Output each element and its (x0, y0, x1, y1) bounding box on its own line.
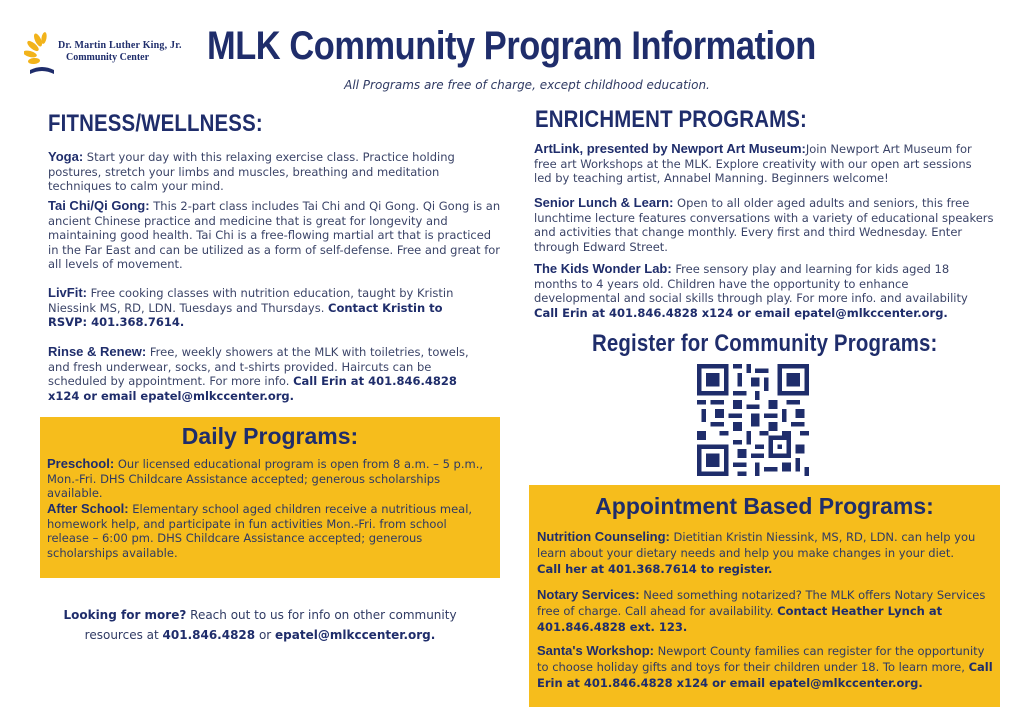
entry-contact: Call Erin at 401.846.4828 x124 or email epatel@mlkccenter.org. (534, 305, 948, 320)
appointment-entry-santa (537, 643, 997, 691)
entry-text: This 2-part class includes Tai Chi and Qi Gong. Qi Gong is an ancient Chinese practice and medicine that is great for longevity and maintaining good health. Tai Chi is a free-flowing martial art that is practiced in the Far East and can be utilized as a form of self-defense. Free and great for all levels of movement. (48, 199, 501, 271)
page-title: MLK Community Program Information (207, 24, 816, 68)
entry-text: Our licensed educational program is open from 8 a.m. – 5 p.m., Mon.-Fri. DHS Childcare Assistance accepted; generous scholarships available. (47, 457, 484, 500)
entry-label: Santa's Workshop: (537, 643, 654, 658)
entry-label: Nutrition Counseling: (537, 529, 670, 544)
entry-text: Start your day with this relaxing exercise class. Practice holding postures, stretch your limbs and muscles, breathing and meditation techniques to calm your mind. (48, 150, 455, 193)
enrichment-entry-artlink (534, 142, 984, 186)
more-or: or (255, 628, 276, 642)
fitness-entry-livfit (48, 286, 468, 330)
entry-contact: Contact Heather Lynch at 401.846.4828 ext. 123. (537, 604, 943, 634)
entry-contact: Contact Kristin to RSVP: 401.368.7614. (48, 300, 443, 329)
more-lead: Looking for more? (63, 608, 187, 622)
appointment-programs-box (529, 485, 1000, 707)
fitness-entry-taichi (48, 199, 503, 272)
appointment-heading: Appointment Based Programs: (595, 493, 934, 519)
daily-entry-afterschool (47, 502, 487, 560)
mlk-logo (24, 30, 204, 80)
entry-text: Need something notarized? The MLK offers Notary Services free of charge. Call ahead for availability. (537, 588, 986, 618)
appointment-entry-notary (537, 587, 992, 635)
entry-text: Join Newport Art Museum for free art Workshops at the MLK. Explore creativity with our open art sessions led by teaching artist, Annabel Manning. Beginners welcome! (534, 142, 972, 185)
fitness-entry-yoga (48, 150, 488, 194)
daily-heading: Daily Programs: (181, 423, 359, 449)
enrichment-entry-kidslab (534, 262, 989, 320)
entry-text: Free, weekly showers at the MLK with toiletries, towels, and fresh underwear, socks, and t-shirts provided. Haircuts can be scheduled by appointment. For more info. (48, 345, 469, 388)
entry-text: Open to all older aged adults and seniors, this free lunchtime lecture features conversations with a variety of educational speakers and activities that change monthly. Every first and third Wednesday. Enter through Edward Street. (534, 196, 994, 254)
daily-entry-preschool (47, 457, 492, 501)
appointment-entry-nutrition (537, 529, 997, 577)
entry-text: Dietitian Kristin Niessink, MS, RD, LDN. can help you learn about your dietary needs and help you make changes in your diet. (537, 530, 976, 560)
entry-label: After School: (47, 501, 129, 516)
register-heading: Register for Community Programs: (592, 330, 938, 357)
logo-line-2: Community Center (66, 52, 150, 63)
page-subtitle: All Programs are free of charge, except childhood education. (344, 78, 710, 92)
entry-text: Newport County families can register for the opportunity to choose holiday gifts and toys for their children under 18. To learn more, (537, 644, 985, 674)
qr-code-icon[interactable] (697, 364, 809, 476)
more-phone[interactable]: 401.846.4828 (162, 628, 256, 642)
entry-contact: Call her at 401.368.7614 to register. (537, 562, 773, 576)
wheat-logo-icon (24, 30, 60, 80)
entry-text: Free cooking classes with nutrition education, taught by Kristin Niessink MS, RD, LDN. Tuesdays and Thursdays. (48, 286, 454, 315)
enrichment-heading: ENRICHMENT PROGRAMS: (535, 106, 807, 133)
entry-label: LivFit: (48, 285, 87, 300)
entry-text: Elementary school aged children receive a nutritious meal, homework help, and participate in fun activities Mon.-Fri. from school release – 6:00 pm. DHS Childcare Assistance accepted; generous scholarships available. (47, 502, 473, 560)
enrichment-entry-senior (534, 196, 994, 254)
logo-line-1: Dr. Martin Luther King, Jr. (58, 40, 182, 51)
looking-for-more (40, 605, 480, 645)
entry-label: The Kids Wonder Lab: (534, 261, 672, 276)
entry-label: Tai Chi/Qi Gong: (48, 198, 150, 213)
entry-label: Senior Lunch & Learn: (534, 195, 674, 210)
entry-text: Free sensory play and learning for kids aged 18 months to 4 years old. Children have the opportunity to enhance developmental and social skills through play. For more info. and availability (534, 262, 968, 305)
more-email[interactable]: epatel@mlkccenter.org. (275, 628, 436, 642)
entry-label: Rinse & Renew: (48, 344, 147, 359)
entry-contact: Call Erin at 401.846.4828 x124 or email epatel@mlkccenter.org. (48, 374, 457, 403)
entry-contact: Call Erin at 401.846.4828 x124 or email epatel@mlkccenter.org. (537, 660, 993, 690)
fitness-heading: FITNESS/WELLNESS: (48, 110, 263, 137)
entry-label: ArtLink, presented by Newport Art Museum: (534, 141, 806, 156)
more-text: Reach out to us for info on other community resources at (84, 608, 457, 642)
daily-programs-box (40, 417, 500, 578)
entry-label: Notary Services: (537, 587, 640, 602)
fitness-entry-rinse (48, 345, 478, 403)
entry-label: Preschool: (47, 456, 115, 471)
entry-label: Yoga: (48, 149, 84, 164)
